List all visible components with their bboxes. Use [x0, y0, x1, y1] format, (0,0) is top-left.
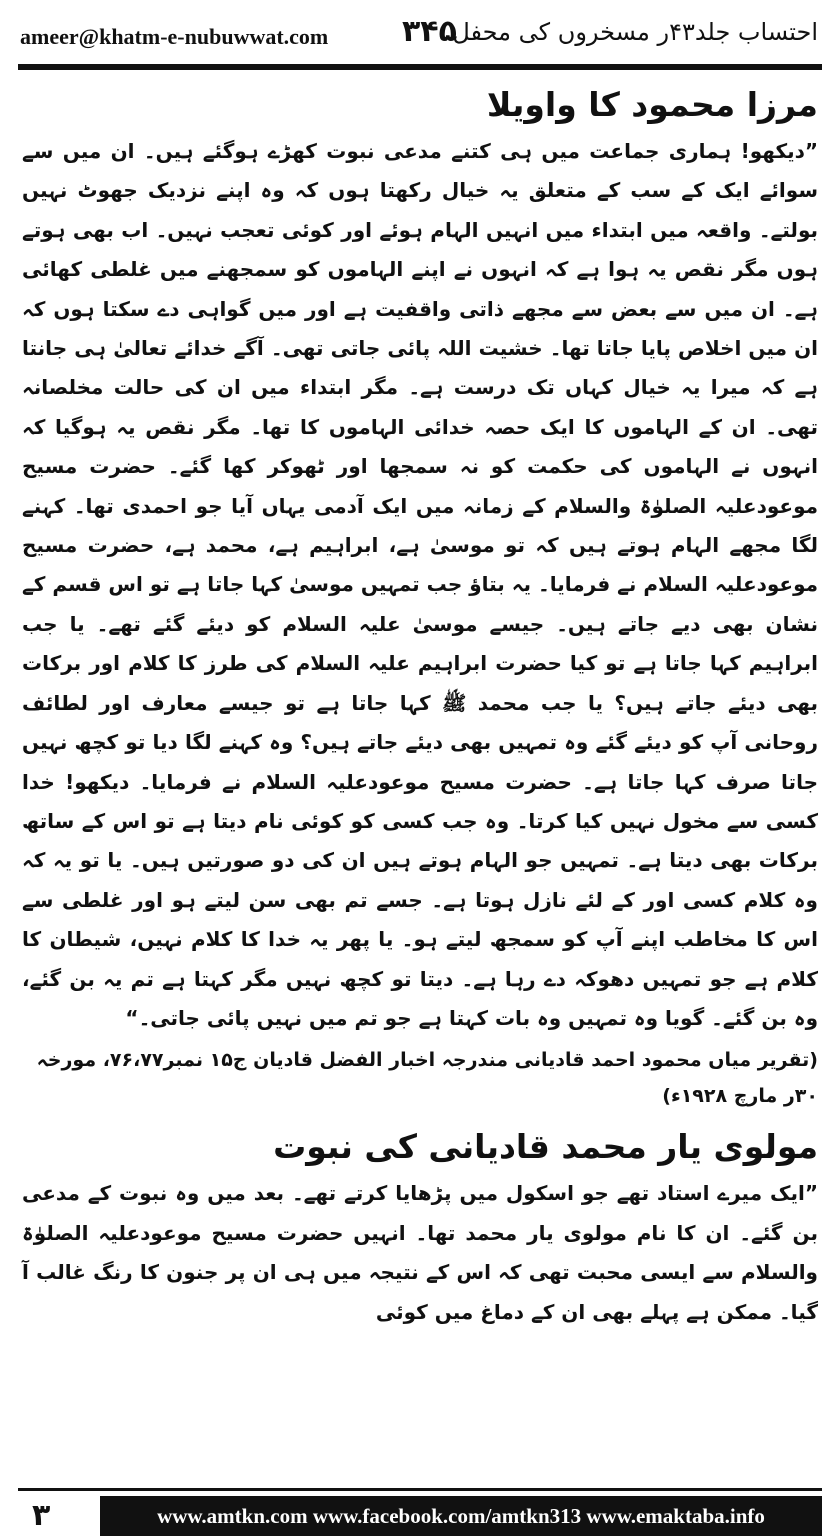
page-content — [22, 74, 818, 1332]
footer-page-number: ۳ — [32, 1498, 51, 1533]
page-header — [18, 12, 822, 56]
header-book-title: احتساب جلد۴۳ر مسخروں کی محفل — [452, 18, 818, 46]
section-paragraph-yar-muhammad: ”ایک میرے استاد تھے جو اسکول میں پڑھایا کرتے تھے۔ بعد میں وہ نبوت کے مدعی بن گئے۔ ان کا نام مولوی یار محمد تھا۔ انہیں حضرت مسیح موعودعلیہ الصلوٰۃ والسلام سے ایسی محبت تھی کہ اس کے نتیجہ میں ہی ان پر جنون کا رنگ غالب آ گیا۔ ممکن ہے پہلے بھی ان کے دماغ میں کوئی — [22, 1181, 818, 1324]
footer-website-links: www.amtkn.com www.facebook.com/amtkn313 www.emaktaba.info — [100, 1496, 822, 1536]
header-page-number: ۳۴۵ — [402, 14, 457, 49]
header-email: ameer@khatm-e-nubuwwat.com — [20, 24, 329, 49]
section-heading-yar-muhammad: مولوی یار محمد قادیانی کی نبوت — [273, 1127, 818, 1167]
section-heading-mirza-mahmood: مرزا محمود کا واویلا — [486, 85, 818, 124]
source-citation: (تقریر میاں محمود احمد قادیانی مندرجہ اخبار الفضل قادیان ج۱۵ نمبر۷۶،۷۷، مورخہ ۳۰ر مارچ ۱۹۲۸ء) — [36, 1049, 818, 1108]
section-paragraph-mirza-mahmood: ”دیکھو! ہماری جماعت میں ہی کتنے مدعی نبوت کھڑے ہوگئے ہیں۔ ان میں سے سوائے ایک کے سب کے متعلق یہ خیال رکھتا ہوں کہ وہ اپنے نزدیک جھوٹ نہیں بولتے۔ واقعہ میں ابتداء میں انہیں الہام ہوئے اور کوئی تعجب نہیں۔ اب بھی ہوتے ہوں مگر نقص یہ ہوا ہے کہ انہوں نے اپنے الہاموں کو سمجھنے میں غلطی کھائی ہے۔ ان میں سے بعض سے مجھے ذاتی واقفیت ہے اور میں گواہی دے سکتا ہوں کہ ان میں اخلاص پایا جاتا تھا۔ خشیت اللہ پائی جاتی تھی۔ آگے خدائے تعالیٰ ہی جانتا ہے کہ میرا یہ خیال کہاں تک درست ہے۔ مگر ابتداء میں ان کی حالت مخلصانہ تھی۔ ان کے الہاموں کا ایک حصہ خدائی الہاموں کا تھا۔ مگر نقص یہ ہوگیا کہ انہوں نے الہاموں کی حکمت کو نہ سمجھا اور ٹھوکر کھا گئے۔ حضرت مسیح موعودعلیہ الصلوٰۃ والسلام کے زمانہ میں ایک آدمی یہاں آیا جو احمدی تھا۔ کہنے لگا مجھے الہام ہوتے ہیں کہ تو موسیٰ ہے، ابراہیم ہے، محمد ہے، حضرت مسیح موعودعلیہ السلام نے فرمایا۔ یہ بتاؤ جب تمہیں موسیٰ کہا جاتا ہے تو اس قسم کے نشان بھی دیے جاتے ہیں۔ جیسے موسیٰ علیہ السلام کو دیئے گئے تھے۔ یا جب ابراہیم کہا جاتا ہے تو کیا حضرت ابراہیم علیہ السلام کی طرز کا کلام اور برکات بھی دیئے جاتے ہیں؟ یا جب محمد ﷺ کہا جاتا ہے تو جیسے معارف اور لطائف روحانی آپ کو دیئے گئے وہ تمہیں بھی دیئے جاتے ہیں؟ وہ کہنے لگا دیا تو کچھ نہیں جاتا صرف کہا جاتا ہے۔ حضرت مسیح موعودعلیہ السلام نے فرمایا۔ دیکھو! خدا کسی سے مخول نہیں کیا کرتا۔ وہ جب کسی کو کوئی نام دیتا ہے تو اس کے ساتھ برکات بھی دیتا ہے۔ تمہیں جو الہام ہوتے ہیں ان کی دو صورتیں ہیں۔ یا تو یہ کہ وہ کلام کسی اور کے لئے نازل ہوتا ہے۔ جسے تم بھی سن لیتے ہو اور غلطی سے اس کا مخاطب اپنے آپ کو سمجھ لیتے ہو۔ یا پھر یہ خدا کا کلام نہیں، شیطان کا کلام ہے جو تمہیں دھوکہ دے رہا ہے۔ دیتا تو کچھ نہیں مگر کہتا ہے تم یہ بن گئے، وہ بن گئے۔ گویا وہ تمہیں وہ بات کہتا ہے جو تم میں نہیں پائی جاتی۔“ — [22, 139, 818, 1030]
footer-divider — [18, 1488, 822, 1491]
header-divider — [18, 64, 822, 70]
